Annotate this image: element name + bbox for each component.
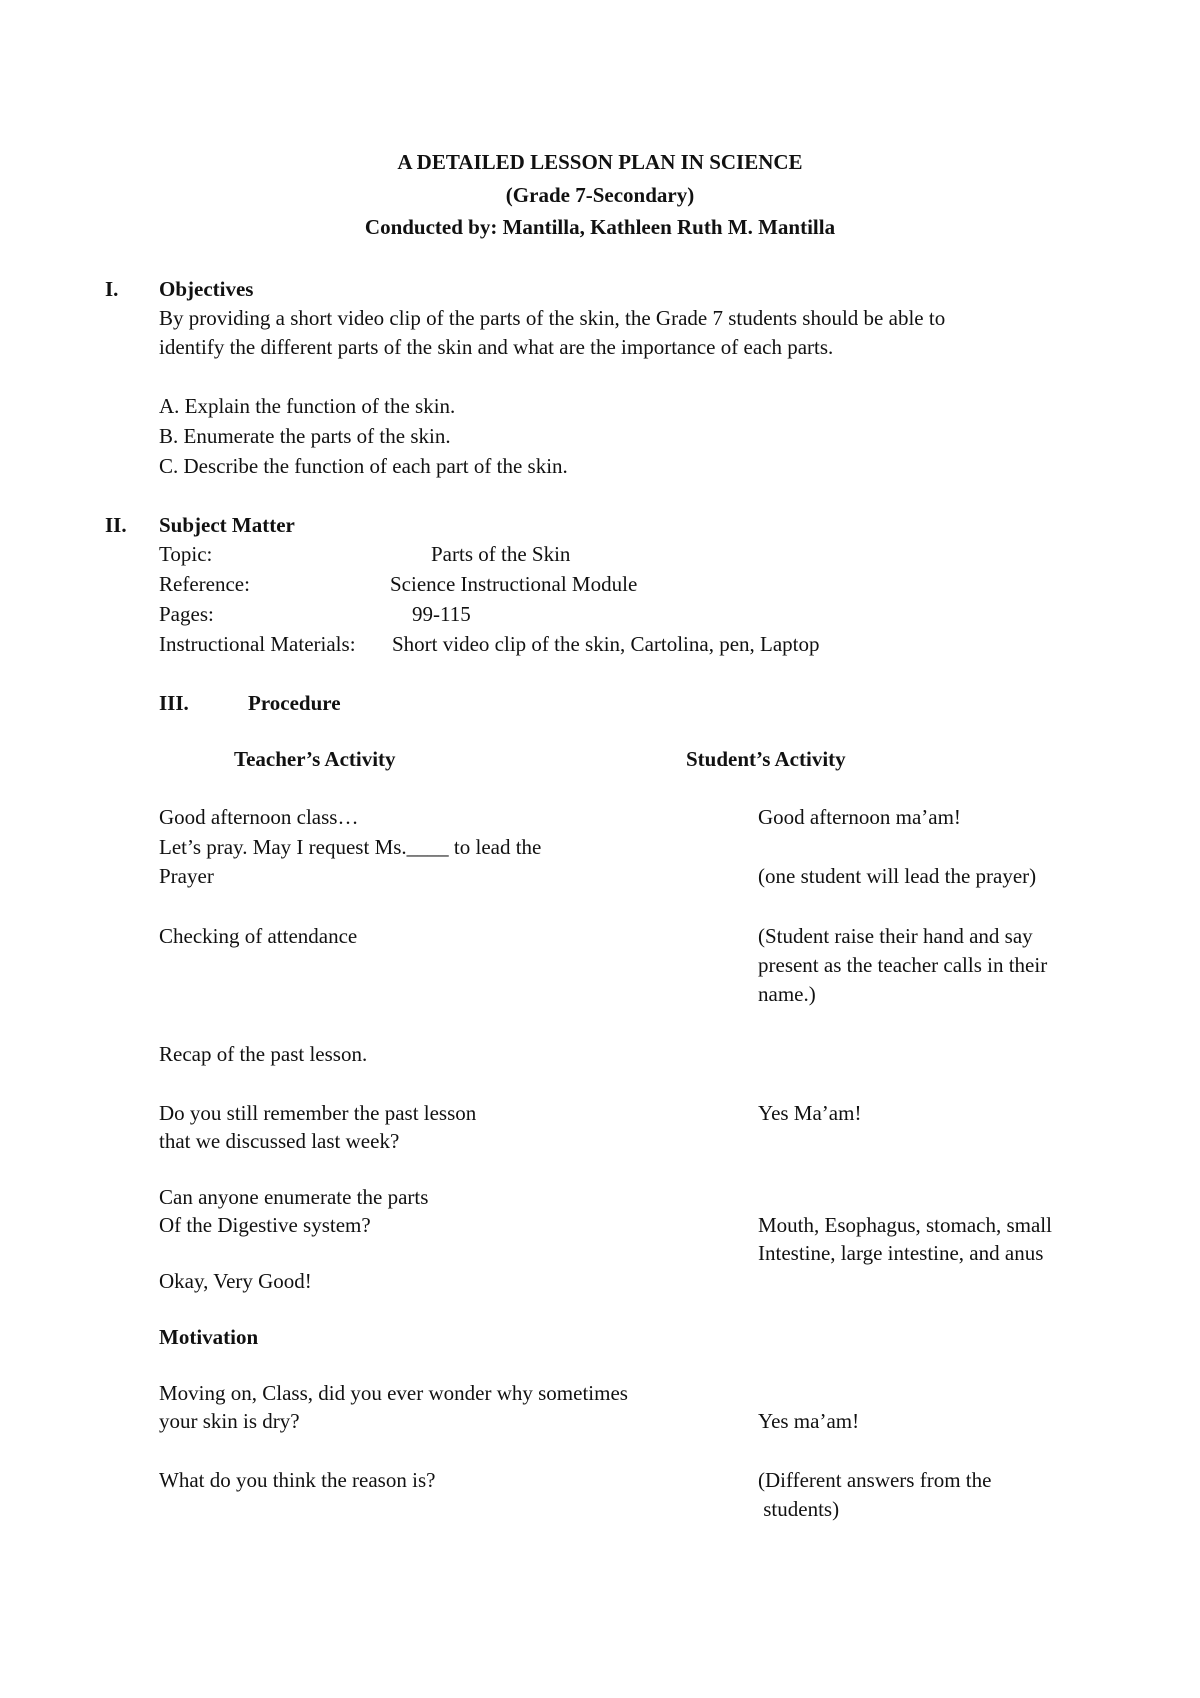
objective-item-a: A. Explain the function of the skin.	[159, 394, 456, 418]
motivation-heading: Motivation	[159, 1325, 259, 1349]
student-activity-heading: Student’s Activity	[686, 747, 846, 771]
teacher-line: Let’s pray. May I request Ms.____ to lead the	[159, 835, 542, 859]
grade-level: (Grade 7-Secondary)	[505, 183, 695, 207]
student-line: name.)	[758, 982, 816, 1006]
section-heading-subject-matter: Subject Matter	[159, 513, 295, 537]
section-numeral-procedure: III.	[159, 691, 189, 715]
subject-label-reference: Reference:	[159, 572, 250, 596]
teacher-line: Checking of attendance	[159, 924, 358, 948]
student-line: present as the teacher calls in their	[758, 953, 1048, 977]
subject-label-topic: Topic:	[159, 542, 213, 566]
student-line: (Different answers from the	[758, 1468, 992, 1492]
objectives-intro-line-2: identify the different parts of the skin and what are the importance of each parts.	[159, 335, 834, 359]
teacher-line: Moving on, Class, did you ever wonder why sometimes	[159, 1381, 628, 1405]
teacher-line: your skin is dry?	[159, 1409, 300, 1433]
teacher-line: Do you still remember the past lesson	[159, 1101, 477, 1125]
student-line: Mouth, Esophagus, stomach, small	[758, 1213, 1052, 1237]
student-line: (Student raise their hand and say	[758, 924, 1033, 948]
teacher-line: What do you think the reason is?	[159, 1468, 436, 1492]
objective-item-c: C. Describe the function of each part of the skin.	[159, 454, 568, 478]
subject-value-pages: 99-115	[412, 602, 471, 626]
student-line: (one student will lead the prayer)	[758, 864, 1037, 888]
subject-value-topic: Parts of the Skin	[431, 542, 571, 566]
section-numeral-subject-matter: II.	[105, 513, 127, 537]
teacher-activity-heading: Teacher’s Activity	[234, 747, 396, 771]
teacher-line: Can anyone enumerate the parts	[159, 1185, 429, 1209]
student-line: Intestine, large intestine, and anus	[758, 1241, 1044, 1265]
teacher-line: Okay, Very Good!	[159, 1269, 312, 1293]
objective-item-b: B. Enumerate the parts of the skin.	[159, 424, 451, 448]
teacher-line: Good afternoon class…	[159, 805, 359, 829]
document-title: A DETAILED LESSON PLAN IN SCIENCE	[397, 150, 803, 174]
teacher-line: that we discussed last week?	[159, 1129, 400, 1153]
student-line: Good afternoon ma’am!	[758, 805, 961, 829]
objectives-intro-line-1: By providing a short video clip of the parts of the skin, the Grade 7 students should be able to	[159, 306, 946, 330]
section-heading-procedure: Procedure	[248, 691, 341, 715]
subject-label-materials: Instructional Materials:	[159, 632, 356, 656]
conducted-by: Conducted by: Mantilla, Kathleen Ruth M. Mantilla	[364, 215, 836, 239]
student-line: Yes Ma’am!	[758, 1101, 862, 1125]
teacher-line: Prayer	[159, 864, 214, 888]
subject-label-pages: Pages:	[159, 602, 214, 626]
subject-value-reference: Science Instructional Module	[390, 572, 638, 596]
teacher-line: Of the Digestive system?	[159, 1213, 371, 1237]
section-numeral-objectives: I.	[105, 277, 119, 301]
section-heading-objectives: Objectives	[159, 277, 254, 301]
student-line: Yes ma’am!	[758, 1409, 860, 1433]
student-line: students)	[758, 1497, 840, 1521]
teacher-line: Recap of the past lesson.	[159, 1042, 368, 1066]
subject-value-materials: Short video clip of the skin, Cartolina, pen, Laptop	[392, 632, 820, 656]
